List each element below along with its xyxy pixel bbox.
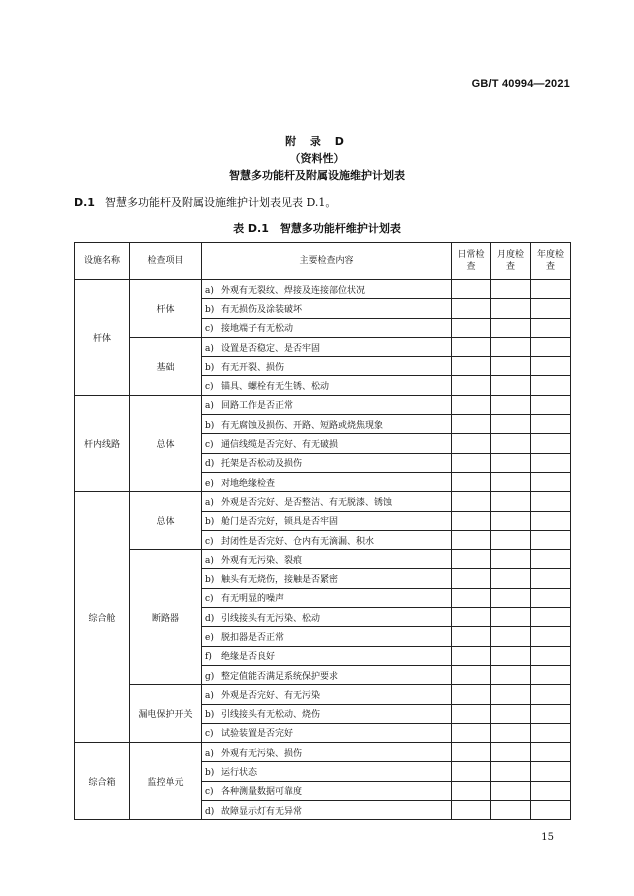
monthly-check-cell bbox=[491, 280, 531, 299]
monthly-check-cell bbox=[491, 395, 531, 414]
check-content-cell bbox=[202, 434, 452, 453]
monthly-check-cell bbox=[491, 801, 531, 820]
table-row bbox=[75, 280, 571, 299]
table-row bbox=[75, 337, 571, 356]
check-item-cell: 断路器 bbox=[130, 550, 202, 685]
daily-check-cell bbox=[452, 646, 491, 665]
check-content-cell bbox=[202, 530, 452, 549]
check-content-text: 有无腐蚀及损伤、开路、短路或烧焦现象 bbox=[221, 420, 384, 431]
check-content-text: 设置是否稳定、是否牢固 bbox=[221, 343, 321, 354]
daily-check-cell bbox=[452, 685, 491, 704]
daily-check-cell bbox=[452, 280, 491, 299]
check-content-label: a) bbox=[205, 401, 214, 412]
monthly-check-cell bbox=[491, 646, 531, 665]
check-content-label: b) bbox=[205, 710, 215, 721]
check-content-label: a) bbox=[205, 555, 214, 566]
check-content-text: 接地端子有无松动 bbox=[221, 324, 294, 335]
check-content-label: a) bbox=[205, 497, 214, 508]
check-content-cell bbox=[202, 608, 452, 627]
daily-check-cell bbox=[452, 376, 491, 395]
daily-check-cell bbox=[452, 608, 491, 627]
yearly-check-cell bbox=[531, 318, 571, 337]
monthly-check-cell bbox=[491, 357, 531, 376]
facility-name-cell: 杆体 bbox=[75, 280, 130, 396]
appendix-nature: （资料性） bbox=[289, 152, 345, 165]
daily-check-cell bbox=[452, 665, 491, 684]
yearly-check-cell bbox=[531, 781, 571, 800]
monthly-check-cell bbox=[491, 530, 531, 549]
yearly-check-cell bbox=[531, 588, 571, 607]
monthly-check-cell bbox=[491, 762, 531, 781]
check-content-cell bbox=[202, 318, 452, 337]
monthly-check-cell bbox=[491, 704, 531, 723]
check-content-text: 外观有无裂纹、焊接及连接部位状况 bbox=[221, 285, 366, 296]
check-content-cell bbox=[202, 781, 452, 800]
yearly-check-cell bbox=[531, 434, 571, 453]
daily-check-cell bbox=[452, 627, 491, 646]
check-content-cell bbox=[202, 704, 452, 723]
yearly-check-cell bbox=[531, 453, 571, 472]
check-content-cell bbox=[202, 492, 452, 511]
daily-check-cell bbox=[452, 723, 491, 742]
header-monthly: 月度检查 bbox=[491, 243, 531, 280]
yearly-check-cell bbox=[531, 299, 571, 318]
check-content-cell bbox=[202, 337, 452, 356]
yearly-check-cell bbox=[531, 337, 571, 356]
check-content-cell bbox=[202, 550, 452, 569]
check-content-text: 触头有无烧伤，接触是否紧密 bbox=[221, 575, 339, 586]
check-content-cell bbox=[202, 472, 452, 491]
check-content-label: e) bbox=[205, 478, 214, 489]
check-content-label: a) bbox=[205, 343, 214, 354]
check-content-text: 舱门是否完好，锁具是否牢固 bbox=[221, 517, 339, 528]
table-row bbox=[75, 492, 571, 511]
check-content-text: 有无明显的噪声 bbox=[221, 594, 285, 605]
daily-check-cell bbox=[452, 395, 491, 414]
daily-check-cell bbox=[452, 337, 491, 356]
yearly-check-cell bbox=[531, 665, 571, 684]
check-item-cell: 总体 bbox=[130, 395, 202, 491]
daily-check-cell bbox=[452, 781, 491, 800]
check-content-label: e) bbox=[205, 632, 214, 643]
clause-d1 bbox=[74, 194, 336, 210]
daily-check-cell bbox=[452, 492, 491, 511]
yearly-check-cell bbox=[531, 723, 571, 742]
table-row bbox=[75, 685, 571, 704]
daily-check-cell bbox=[452, 453, 491, 472]
check-content-text: 回路工作是否正常 bbox=[221, 401, 294, 412]
check-content-text: 通信线缆是否完好、有无破损 bbox=[221, 440, 339, 451]
check-content-text: 封闭性是否完好、仓内有无滴漏、积水 bbox=[221, 536, 375, 547]
yearly-check-cell bbox=[531, 743, 571, 762]
check-content-label: b) bbox=[205, 420, 215, 431]
monthly-check-cell bbox=[491, 608, 531, 627]
check-item-cell: 基础 bbox=[130, 337, 202, 395]
header-facility: 设施名称 bbox=[75, 243, 130, 280]
yearly-check-cell bbox=[531, 472, 571, 491]
check-content-cell bbox=[202, 801, 452, 820]
header-yearly: 年度检查 bbox=[531, 243, 571, 280]
check-content-cell bbox=[202, 569, 452, 588]
check-content-text: 各种测量数据可靠度 bbox=[221, 787, 303, 798]
check-item-cell: 监控单元 bbox=[130, 743, 202, 820]
monthly-check-cell bbox=[491, 781, 531, 800]
daily-check-cell bbox=[452, 588, 491, 607]
monthly-check-cell bbox=[491, 299, 531, 318]
check-content-label: b) bbox=[205, 304, 215, 315]
facility-name-cell: 杆内线路 bbox=[75, 395, 130, 491]
daily-check-cell bbox=[452, 801, 491, 820]
yearly-check-cell bbox=[531, 550, 571, 569]
check-content-label: c) bbox=[205, 594, 214, 605]
daily-check-cell bbox=[452, 743, 491, 762]
table-body bbox=[75, 280, 571, 820]
check-content-label: d) bbox=[205, 613, 215, 624]
daily-check-cell bbox=[452, 434, 491, 453]
check-content-label: g) bbox=[205, 671, 215, 682]
check-content-cell bbox=[202, 395, 452, 414]
check-content-label: c) bbox=[205, 729, 214, 740]
yearly-check-cell bbox=[531, 627, 571, 646]
check-item-cell: 总体 bbox=[130, 492, 202, 550]
check-content-text: 外观有无污染、损伤 bbox=[221, 748, 303, 759]
daily-check-cell bbox=[452, 318, 491, 337]
page-number: 15 bbox=[541, 832, 554, 843]
check-content-text: 锚具、螺栓有无生锈、松动 bbox=[221, 382, 330, 393]
yearly-check-cell bbox=[531, 762, 571, 781]
check-content-text: 有无开裂、损伤 bbox=[221, 362, 285, 373]
appendix-label: 附 录 D bbox=[285, 135, 349, 148]
check-content-cell bbox=[202, 280, 452, 299]
check-content-label: b) bbox=[205, 768, 215, 779]
header-content: 主要检查内容 bbox=[202, 243, 452, 280]
monthly-check-cell bbox=[491, 569, 531, 588]
yearly-check-cell bbox=[531, 646, 571, 665]
clause-text: 智慧多功能杆及附属设施维护计划表见表 D.1。 bbox=[104, 196, 337, 209]
check-content-cell bbox=[202, 511, 452, 530]
daily-check-cell bbox=[452, 704, 491, 723]
yearly-check-cell bbox=[531, 415, 571, 434]
table-row bbox=[75, 550, 571, 569]
daily-check-cell bbox=[452, 530, 491, 549]
check-content-text: 引线接头有无松动、烧伤 bbox=[221, 710, 321, 721]
check-content-label: b) bbox=[205, 517, 215, 528]
facility-name-cell: 综合舱 bbox=[75, 492, 130, 743]
monthly-check-cell bbox=[491, 723, 531, 742]
clause-number: D.1 bbox=[74, 196, 95, 209]
monthly-check-cell bbox=[491, 492, 531, 511]
yearly-check-cell bbox=[531, 801, 571, 820]
check-content-label: d) bbox=[205, 459, 215, 470]
yearly-check-cell bbox=[531, 492, 571, 511]
yearly-check-cell bbox=[531, 530, 571, 549]
check-content-cell bbox=[202, 665, 452, 684]
yearly-check-cell bbox=[531, 376, 571, 395]
monthly-check-cell bbox=[491, 415, 531, 434]
check-content-cell bbox=[202, 299, 452, 318]
daily-check-cell bbox=[452, 357, 491, 376]
monthly-check-cell bbox=[491, 472, 531, 491]
header-daily: 日常检查 bbox=[452, 243, 491, 280]
monthly-check-cell bbox=[491, 685, 531, 704]
table-row bbox=[75, 743, 571, 762]
monthly-check-cell bbox=[491, 743, 531, 762]
check-content-text: 外观是否完好、有无污染 bbox=[221, 690, 321, 701]
monthly-check-cell bbox=[491, 318, 531, 337]
appendix-title: 智慧多功能杆及附属设施维护计划表 bbox=[229, 169, 405, 182]
check-content-cell bbox=[202, 685, 452, 704]
check-content-label: c) bbox=[205, 324, 214, 335]
check-content-cell bbox=[202, 357, 452, 376]
check-content-label: c) bbox=[205, 536, 214, 547]
check-content-text: 脱扣器是否正常 bbox=[221, 632, 285, 643]
check-content-text: 对地绝缘检查 bbox=[221, 478, 276, 489]
yearly-check-cell bbox=[531, 704, 571, 723]
check-content-text: 绝缘是否良好 bbox=[221, 652, 276, 663]
monthly-check-cell bbox=[491, 627, 531, 646]
check-content-label: a) bbox=[205, 690, 214, 701]
daily-check-cell bbox=[452, 511, 491, 530]
yearly-check-cell bbox=[531, 569, 571, 588]
table-header-row bbox=[75, 243, 571, 280]
daily-check-cell bbox=[452, 550, 491, 569]
daily-check-cell bbox=[452, 415, 491, 434]
facility-name-cell: 综合箱 bbox=[75, 743, 130, 820]
check-content-text: 外观是否完好、是否整洁、有无脱漆、锈蚀 bbox=[221, 497, 393, 508]
check-content-text: 运行状态 bbox=[221, 768, 258, 779]
check-item-cell: 杆体 bbox=[130, 280, 202, 338]
table-caption: 表 D.1 智慧多功能杆维护计划表 bbox=[233, 222, 401, 235]
yearly-check-cell bbox=[531, 357, 571, 376]
yearly-check-cell bbox=[531, 280, 571, 299]
check-content-label: c) bbox=[205, 440, 214, 451]
monthly-check-cell bbox=[491, 453, 531, 472]
daily-check-cell bbox=[452, 762, 491, 781]
check-content-label: c) bbox=[205, 382, 214, 393]
check-content-cell bbox=[202, 453, 452, 472]
check-content-label: b) bbox=[205, 362, 215, 373]
check-content-text: 试验装置是否完好 bbox=[221, 729, 294, 740]
yearly-check-cell bbox=[531, 511, 571, 530]
monthly-check-cell bbox=[491, 550, 531, 569]
check-item-cell: 漏电保护开关 bbox=[130, 685, 202, 743]
monthly-check-cell bbox=[491, 376, 531, 395]
check-content-cell bbox=[202, 415, 452, 434]
check-content-cell bbox=[202, 646, 452, 665]
check-content-cell bbox=[202, 743, 452, 762]
check-content-label: c) bbox=[205, 787, 214, 798]
check-content-cell bbox=[202, 627, 452, 646]
check-content-cell bbox=[202, 588, 452, 607]
check-content-label: a) bbox=[205, 748, 214, 759]
standard-code: GB/T 40994—2021 bbox=[471, 78, 570, 90]
daily-check-cell bbox=[452, 472, 491, 491]
check-content-text: 托架是否松动及损伤 bbox=[221, 459, 303, 470]
check-content-label: b) bbox=[205, 575, 215, 586]
monthly-check-cell bbox=[491, 434, 531, 453]
monthly-check-cell bbox=[491, 665, 531, 684]
monthly-check-cell bbox=[491, 588, 531, 607]
check-content-text: 整定值能否满足系统保护要求 bbox=[221, 671, 339, 682]
check-content-label: d) bbox=[205, 806, 215, 817]
check-content-label: a) bbox=[205, 285, 214, 296]
monthly-check-cell bbox=[491, 511, 531, 530]
yearly-check-cell bbox=[531, 395, 571, 414]
yearly-check-cell bbox=[531, 685, 571, 704]
check-content-label: f) bbox=[205, 652, 212, 663]
maintenance-plan-table bbox=[74, 242, 571, 820]
check-content-cell bbox=[202, 762, 452, 781]
check-content-text: 故障显示灯有无异常 bbox=[221, 806, 303, 817]
monthly-check-cell bbox=[491, 337, 531, 356]
table-row bbox=[75, 395, 571, 414]
check-content-cell bbox=[202, 723, 452, 742]
check-content-cell bbox=[202, 376, 452, 395]
daily-check-cell bbox=[452, 569, 491, 588]
check-content-text: 外观有无污染、裂痕 bbox=[221, 555, 303, 566]
header-item: 检查项目 bbox=[130, 243, 202, 280]
daily-check-cell bbox=[452, 299, 491, 318]
yearly-check-cell bbox=[531, 608, 571, 627]
check-content-text: 有无损伤及涂装破坏 bbox=[221, 304, 303, 315]
check-content-text: 引线接头有无污染、松动 bbox=[221, 613, 321, 624]
